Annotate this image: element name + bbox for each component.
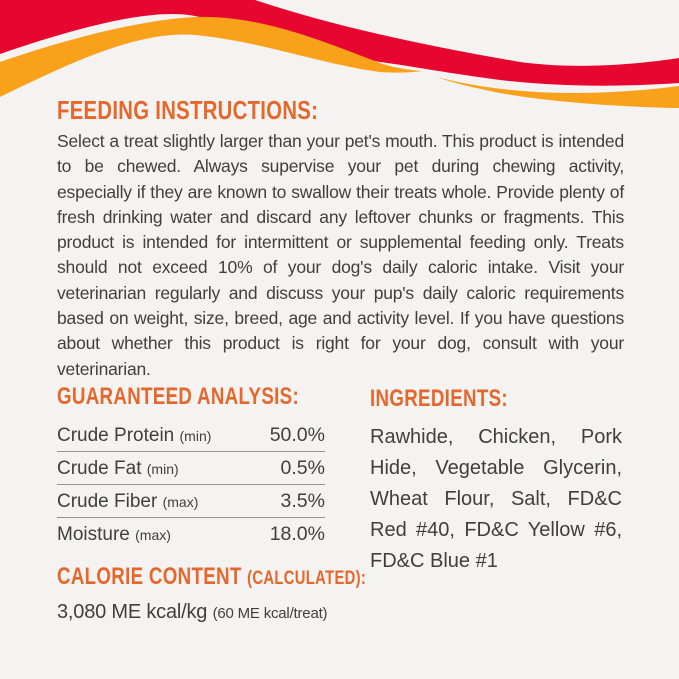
analysis-row-moisture <box>57 518 325 550</box>
analysis-qualifier: (max) <box>162 494 199 510</box>
analysis-row-crude-fat <box>57 452 325 485</box>
calorie-content-title-qualifier: (CALCULATED): <box>247 568 367 589</box>
analysis-row-crude-fiber <box>57 485 325 518</box>
analysis-label: Crude Fiber (max) <box>57 491 199 512</box>
guaranteed-analysis-title: GUARANTEED ANALYSIS: <box>57 383 299 410</box>
feeding-instructions-text: Select a treat slightly larger than your pet's mouth. This product is intended to be chewed. Always supervise your pet during chewing activity, especially if they are known to swallow their treats whole. Provide plenty of fresh drinking water and discard any leftover chunks or fragments. This product is intended for intermittent or supplemental feeding only. Treats should not exceed 10% of your dog's daily caloric intake. Visit your veterinarian regularly and discuss your pup's daily caloric requirements based on weight, size, breed, age and activity level. If you have questions about whether this product is right for your dog, consult with your veterinarian. <box>57 131 624 379</box>
calorie-per-treat: (60 ME kcal/treat) <box>212 605 328 622</box>
analysis-qualifier: (min) <box>146 461 179 477</box>
analysis-qualifier: (min) <box>179 428 212 444</box>
analysis-value: 18.0% <box>269 523 325 545</box>
analysis-qualifier: (max) <box>135 527 171 543</box>
analysis-row-crude-protein <box>57 419 325 452</box>
ingredients-title: INGREDIENTS: <box>370 385 508 412</box>
analysis-label: Crude Fat (min) <box>57 458 179 479</box>
calorie-content-value: 3,080 ME kcal/kg (60 ME kcal/treat) <box>57 601 328 623</box>
feeding-instructions-title: FEEDING INSTRUCTIONS: <box>57 95 319 125</box>
guaranteed-analysis-table <box>57 419 325 550</box>
analysis-column <box>57 383 367 624</box>
ingredients-column <box>370 387 622 577</box>
calorie-content-title: CALORIE CONTENT (CALCULATED): <box>57 563 367 590</box>
analysis-value: 3.5% <box>280 490 325 512</box>
analysis-value: 50.0% <box>269 424 325 446</box>
analysis-label: Moisture (max) <box>57 524 171 545</box>
ingredients-text: Rawhide, Chicken, Pork Hide, Vegetable Glycerin, Wheat Flour, Salt, FD&C Red #40, FD&C Yellow #6, FD&C Blue #1 <box>370 426 622 572</box>
analysis-label: Crude Protein (min) <box>57 425 212 446</box>
analysis-value: 0.5% <box>280 457 325 479</box>
